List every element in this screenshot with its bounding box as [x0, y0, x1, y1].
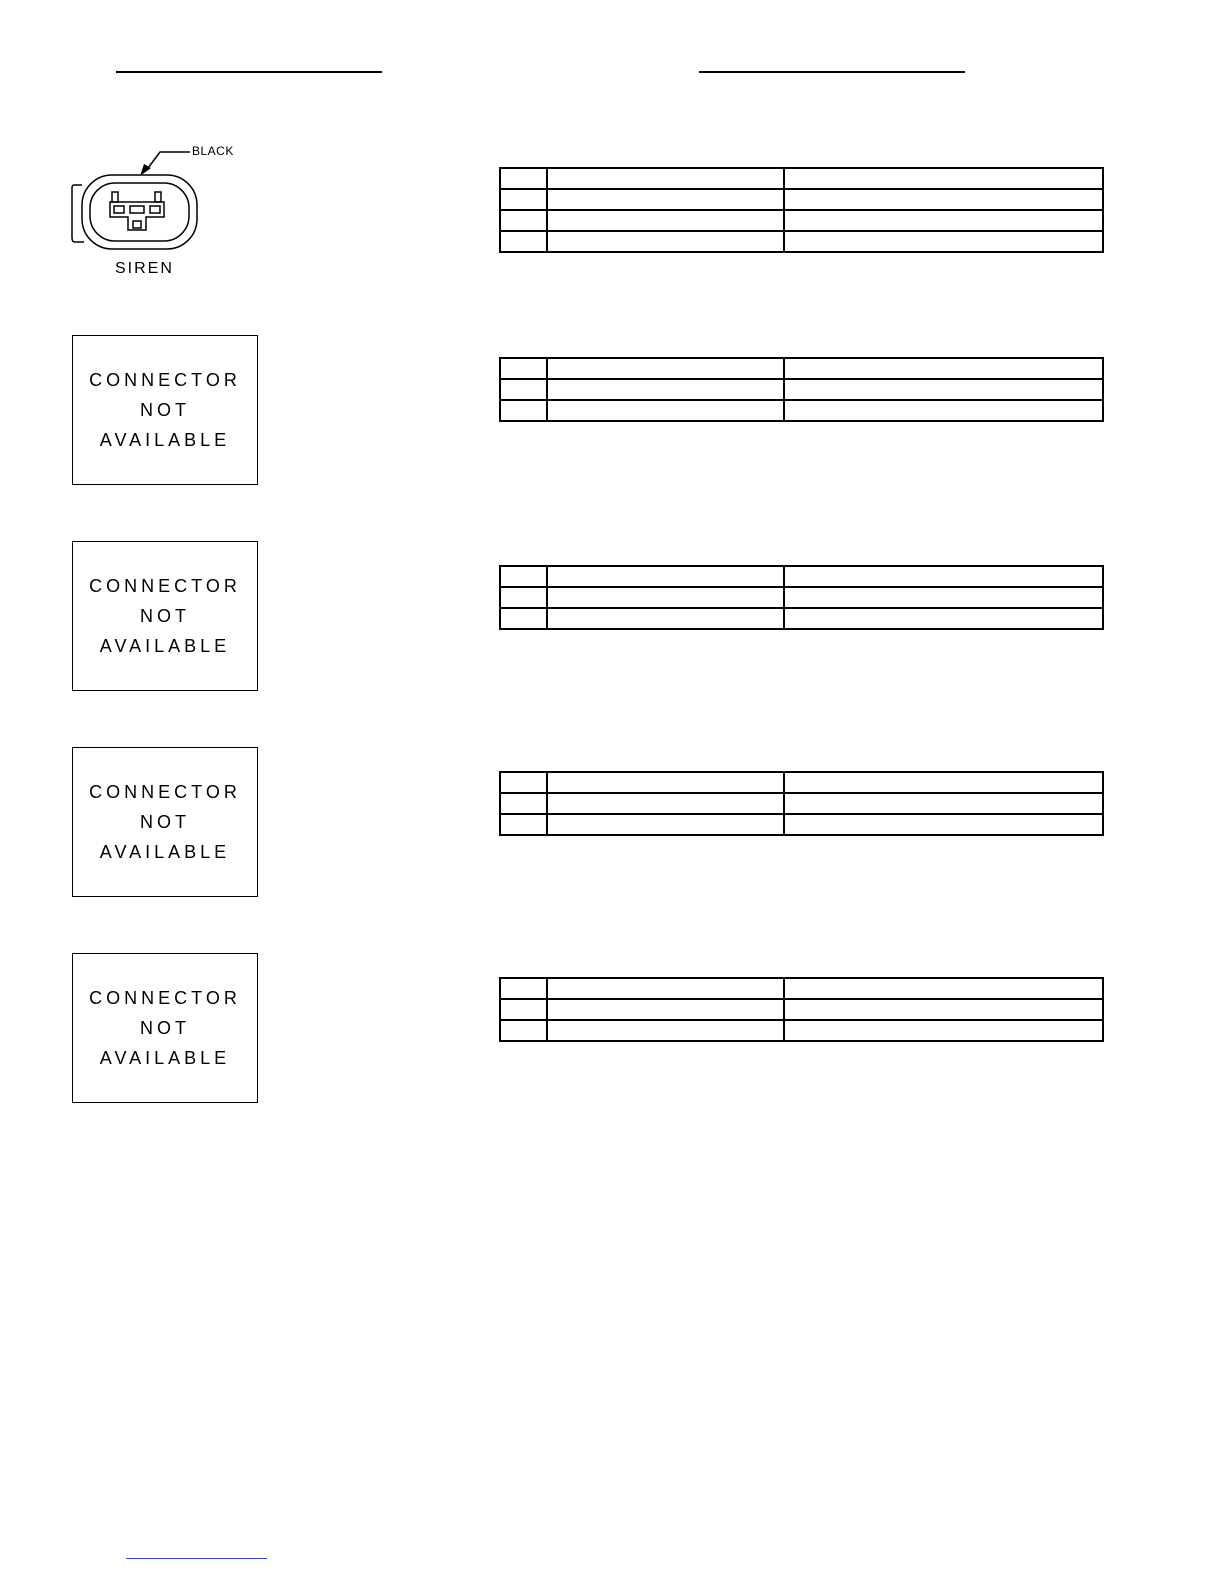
- table-row: [500, 999, 1103, 1020]
- table-row: [500, 1020, 1103, 1041]
- wire-cell: [547, 1020, 784, 1041]
- pin-cell: [500, 608, 547, 629]
- pin-cell: [500, 358, 547, 379]
- pin-cell: [500, 772, 547, 793]
- function-cell: [784, 231, 1103, 252]
- na-line-3: AVAILABLE: [99, 1048, 231, 1068]
- connector-unavailable-box: [72, 541, 258, 691]
- pin-cell: [500, 793, 547, 814]
- table-row: [500, 189, 1103, 210]
- function-cell: [784, 1020, 1103, 1041]
- function-cell: [784, 189, 1103, 210]
- na-line-1: CONNECTOR: [89, 988, 241, 1008]
- wire-cell: [547, 978, 784, 999]
- na-line-2: NOT: [140, 1018, 190, 1038]
- table-row: [500, 587, 1103, 608]
- table-row: [500, 231, 1103, 252]
- table-row: [500, 400, 1103, 421]
- pin-table: [499, 565, 1104, 630]
- connector-unavailable-box: [72, 747, 258, 897]
- pin-cell: [500, 379, 547, 400]
- wire-cell: [547, 210, 784, 231]
- function-cell: [784, 400, 1103, 421]
- table-row: [500, 978, 1103, 999]
- na-line-3: AVAILABLE: [99, 430, 231, 450]
- pin-cell: [500, 978, 547, 999]
- wire-cell: [547, 566, 784, 587]
- function-cell: [784, 793, 1103, 814]
- table-row: [500, 566, 1103, 587]
- pin-cell: [500, 210, 547, 231]
- wire-cell: [547, 608, 784, 629]
- pin-table: [499, 771, 1104, 836]
- connector-unavailable-box: [72, 953, 258, 1103]
- wire-cell: [547, 400, 784, 421]
- wire-cell: [547, 231, 784, 252]
- na-line-3: AVAILABLE: [99, 842, 231, 862]
- function-cell: [784, 814, 1103, 835]
- table-row: [500, 210, 1103, 231]
- na-line-1: CONNECTOR: [89, 370, 241, 390]
- siren-connector-name: SIREN: [115, 260, 174, 277]
- function-cell: [784, 587, 1103, 608]
- footer-link[interactable]: [126, 1558, 267, 1559]
- function-cell: [784, 566, 1103, 587]
- table-row: [500, 168, 1103, 189]
- na-line-2: NOT: [140, 400, 190, 420]
- pin-table-siren: [499, 167, 1104, 253]
- table-row: [500, 772, 1103, 793]
- function-cell: [784, 608, 1103, 629]
- wire-cell: [547, 814, 784, 835]
- pin-cell: [500, 400, 547, 421]
- na-line-1: CONNECTOR: [89, 782, 241, 802]
- wire-cell: [547, 793, 784, 814]
- table-row: [500, 358, 1103, 379]
- function-cell: [784, 772, 1103, 793]
- wire-cell: [547, 358, 784, 379]
- pin-cell: [500, 168, 547, 189]
- wire-cell: [547, 168, 784, 189]
- function-cell: [784, 978, 1103, 999]
- function-cell: [784, 379, 1103, 400]
- na-line-2: NOT: [140, 606, 190, 626]
- wire-cell: [547, 189, 784, 210]
- table-row: [500, 379, 1103, 400]
- na-line-3: AVAILABLE: [99, 636, 231, 656]
- header-rule-right: [699, 71, 965, 73]
- header-rule-left: [116, 71, 382, 73]
- function-cell: [784, 358, 1103, 379]
- pin-cell: [500, 231, 547, 252]
- na-line-2: NOT: [140, 812, 190, 832]
- function-cell: [784, 210, 1103, 231]
- wire-cell: [547, 379, 784, 400]
- na-line-1: CONNECTOR: [89, 576, 241, 596]
- pin-cell: [500, 1020, 547, 1041]
- table-row: [500, 608, 1103, 629]
- pin-cell: [500, 587, 547, 608]
- wire-cell: [547, 772, 784, 793]
- connector-unavailable-box: [72, 335, 258, 485]
- wire-cell: [547, 587, 784, 608]
- pin-cell: [500, 814, 547, 835]
- function-cell: [784, 168, 1103, 189]
- siren-color-label: BLACK: [192, 144, 234, 158]
- table-row: [500, 814, 1103, 835]
- pin-cell: [500, 566, 547, 587]
- wire-cell: [547, 999, 784, 1020]
- pin-cell: [500, 189, 547, 210]
- table-row: [500, 793, 1103, 814]
- pin-cell: [500, 999, 547, 1020]
- function-cell: [784, 999, 1103, 1020]
- pin-table: [499, 977, 1104, 1042]
- pin-table: [499, 357, 1104, 422]
